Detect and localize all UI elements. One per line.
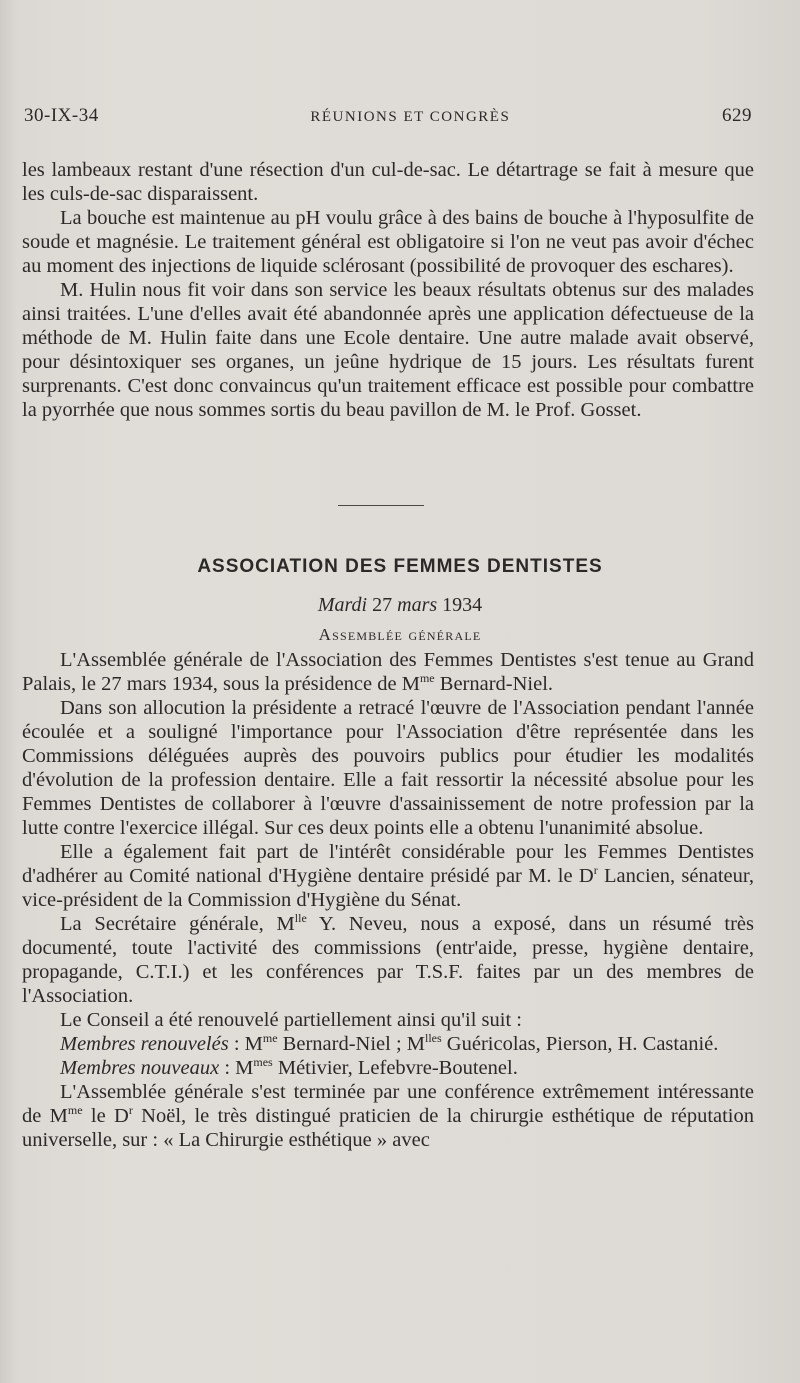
meeting-date: [0, 594, 800, 617]
section-title: ASSOCIATION DES FEMMES DENTISTES: [197, 556, 603, 577]
paragraph: La bouche est maintenue au pH voulu grâce à des bains de bouche à l'hyposulfite de soude et magnésie. Le traitement général est obligatoire si l'on ne veut pas avoir d'échec au moment des injections de liquide sclérosant (possibilité de provoquer des eschares).: [22, 207, 754, 277]
section-divider: [338, 505, 424, 506]
paragraph: La Secrétaire générale, $M^{lle}$ Y. Neveu, nous a exposé, dans un résumé très documenté, toute l'activité des commissions (entr'aide, presse, hygiène dentaire, propagande, C.T.I.) et les conférences par T.S.F. faites par un des membres de l'Association.: [22, 911, 754, 1007]
date-year: 1934: [442, 594, 483, 616]
running-header: [24, 105, 752, 127]
paragraph: M. Hulin nous fit voir dans son service les beaux résultats obtenus sur des malades ainsi traitées. L'une d'elles avait été abandonnée après une application défectueuse de la méthode de M. Hulin faite dans une Ecole dentaire. Une autre malade avait observé, pour désintoxiquer ses organes, un jeûne hydrique de 15 jours. Les résultats furent surprenants. C'est donc convaincus qu'un traitement efficace est possible pour combattre la pyorrhée que nous sommes sortis du beau pavillon de M. le Prof. Gosset.: [22, 279, 754, 421]
date-day: Mardi: [317, 594, 368, 616]
header-date: 30-IX-34: [24, 105, 99, 126]
paragraph: L'Assemblée générale s'est terminée par une conférence extrêmement intéressante de $M^{me}$ le $D^r$ Noël, le très distingué praticien de la chirurgie esthétique de réputation universelle, sur : « La Chirurgie esthétique » avec: [22, 1081, 755, 1151]
paragraph: les lambeaux restant d'une résection d'un cul-de-sac. Le détartrage se fait à mesure que les culs-de-sac disparaissent.: [22, 159, 754, 205]
date-num: 27: [372, 594, 393, 616]
paragraph: Elle a également fait part de l'intérêt considérable pour les Femmes Dentistes d'adhérer au Comité national d'Hygiène dentaire présidé par M. le $D^r$ Lancien, sénateur, vice-président de la Commission d'Hygiène du Sénat.: [22, 841, 754, 911]
paragraph: Dans son allocution la présidente a retracé l'œuvre de l'Association pendant l'année écoulée et a souligné l'importance pour l'Association d'être représentée dans les Commissions déléguées auprès des pouvoirs publics pour étudier les modalités d'évolution de la profession dentaire. Elle a fait ressortir la nécessité absolue pour les Femmes Dentistes de collaborer à l'œuvre d'assainissement de notre profession par la lutte contre l'exercice illégal. Sur ces deux points elle a obtenu l'unanimité absolue.: [22, 697, 754, 839]
section-association: [22, 648, 754, 1152]
paragraph: Le Conseil a été renouvelé partiellement ainsi qu'il suit :: [60, 1009, 522, 1031]
section-previous-article: [22, 158, 754, 422]
paragraph: Membres nouveaux : $M^{mes}$ Métivier, Lefebvre-Boutenel.: [60, 1055, 518, 1079]
paragraph: Membres renouvelés : $M^{me}$ Bernard-Niel ; $M^{lles}$ Guéricolas, Pierson, H. Castanié.: [60, 1031, 719, 1055]
subsection-heading: Assemblée générale: [318, 625, 482, 644]
date-month: mars: [397, 594, 438, 616]
paragraph: L'Assemblée générale de l'Association des Femmes Dentistes s'est tenue au Grand Palais, le 27 mars 1934, sous la présidence de $M^{me}$ Bernard-Niel.: [22, 649, 754, 695]
page-number: 629: [721, 105, 752, 126]
header-section-title: RÉUNIONS ET CONGRÈS: [310, 109, 511, 125]
